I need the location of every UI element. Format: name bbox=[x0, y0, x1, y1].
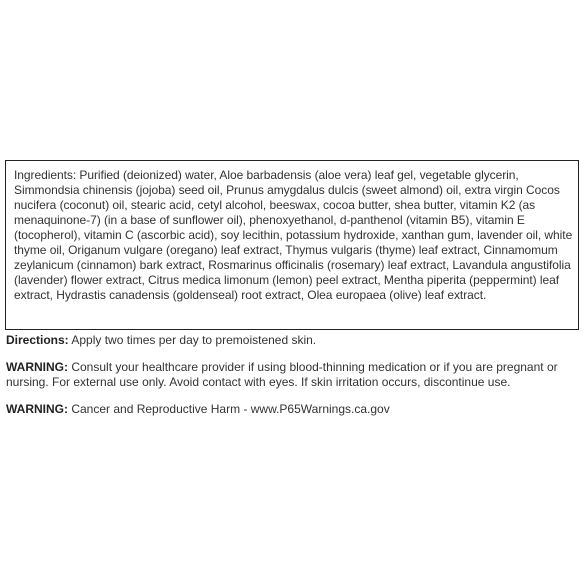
warning-label-prop65: WARNING: bbox=[6, 402, 68, 416]
warning-label-medication: WARNING: bbox=[6, 360, 68, 374]
directions-label: Directions: bbox=[6, 333, 69, 347]
directions-text: Apply two times per day to premoistened skin. bbox=[68, 333, 317, 347]
ingredients-box bbox=[5, 160, 579, 330]
directions-section bbox=[6, 333, 578, 348]
warning-section-prop65 bbox=[6, 402, 578, 417]
warning-text-medication: Consult your healthcare provider if using blood-thinning medication or if you are pregnant or nursing. For external use only. Avoid contact with eyes. If skin irritation occurs, discontinue use. bbox=[6, 360, 558, 389]
warning-text-prop65: Cancer and Reproductive Harm - www.P65Warnings.ca.gov bbox=[68, 402, 390, 416]
ingredients-text: Ingredients: Purified (deionized) water, Aloe barbadensis (aloe vera) leaf gel, vegetable glycerin, Simmondsia chinensis (jojoba) seed oil, Prunus amygdalus dulcis (sweet almond) oil, extra virgin Cocos nucifera (coconut) oil, stearic acid, cetyl alcohol, beeswax, cocoa butter, shea butter, vitamin K2 (as menaquinone-7) (in a base of sunflower oil), phenoxyethanol, d-panthenol (vitamin B5), vitamin E (tocopherol), vitamin C (ascorbic acid), soy lecithin, potassium hydroxide, xanthan gum, lavender oil, white thyme oil, Origanum vulgare (oregano) leaf extract, Thymus vulgaris (thyme) leaf extract, Cinnamomum zeylanicum (cinnamon) bark extract, Rosmarinus officinalis (rosemary) leaf extract, Lavandula angustifolia (lavender) flower extract, Citrus medica limonum (lemon) peel extract, Mentha piperita (peppermint) leaf extract, Hydrastis canadensis (goldenseal) root extract, Olea europaea (olive) leaf extract. bbox=[14, 168, 573, 302]
warning-section-medication bbox=[6, 360, 578, 390]
